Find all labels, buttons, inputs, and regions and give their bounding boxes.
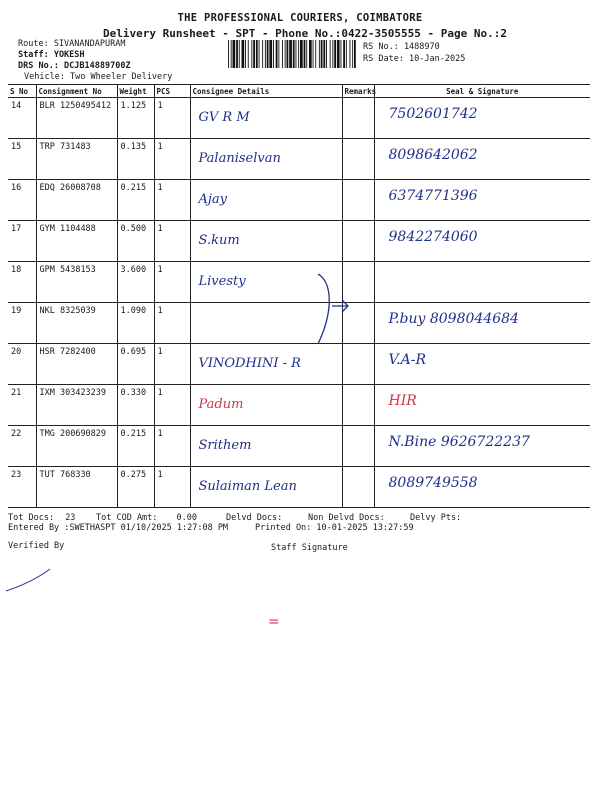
sno-cell: 22	[8, 426, 36, 467]
drs-label: DRS No.: DCJB14889700Z	[18, 61, 131, 71]
weight-cell: 0.135	[117, 139, 154, 180]
handwritten-signature: 6374771396	[388, 188, 478, 204]
consignment-cell: GPM 5438153	[36, 262, 117, 303]
barcode-bar	[337, 40, 340, 68]
table-row	[8, 385, 590, 426]
barcode-bar	[334, 40, 336, 68]
barcode-bar	[265, 40, 266, 68]
table-row	[8, 426, 590, 467]
total-docs: Tot Docs: 23	[8, 513, 76, 523]
handwritten-consignee: Sulaiman Lean	[198, 479, 297, 494]
barcode-bar	[248, 40, 249, 68]
barcode-bar	[350, 40, 351, 68]
staff-signature-label: Staff Signature	[271, 543, 348, 553]
consignment-cell: NKL 8325039	[36, 303, 117, 344]
weight-cell: 0.215	[117, 426, 154, 467]
table-row	[8, 180, 590, 221]
pcs-cell: 1	[154, 344, 190, 385]
signature-cell	[374, 426, 590, 467]
handwritten-consignee: Padum	[198, 397, 244, 412]
handwritten-consignee: Livesty	[198, 274, 246, 289]
route-label: Route: SIVANANDAPURAM	[18, 39, 126, 49]
pcs-cell: 1	[154, 221, 190, 262]
sno-cell: 14	[8, 98, 36, 139]
consignee-cell	[190, 385, 342, 426]
barcode-bar	[313, 40, 314, 68]
barcode-bar	[287, 40, 289, 68]
rs-date: RS Date: 10-Jan-2025	[363, 54, 466, 64]
consignee-cell	[190, 98, 342, 139]
barcode-bar	[231, 40, 232, 68]
barcode-bar	[245, 40, 246, 68]
barcode-bar	[278, 40, 279, 68]
runsheet-table	[8, 84, 590, 508]
barcode-bar	[315, 40, 316, 68]
barcode-bar	[306, 40, 307, 68]
col-consignee: Consignee Details	[190, 85, 342, 98]
barcode-bar	[253, 40, 255, 68]
barcode-bar	[300, 40, 303, 68]
barcode-bar	[309, 40, 312, 68]
barcode-bar	[319, 40, 320, 68]
table-row	[8, 221, 590, 262]
consignment-cell: HSR 7282400	[36, 344, 117, 385]
col-weight: Weight	[117, 85, 154, 98]
table-header-row	[8, 85, 590, 98]
barcode-bar	[256, 40, 258, 68]
handwritten-signature: 8089749558	[388, 475, 478, 491]
sno-cell: 23	[8, 467, 36, 508]
staff-label: Staff: YOKESH	[18, 50, 85, 60]
signature-cell	[374, 98, 590, 139]
entered-by: Entered By :SWETHASPT 01/10/2025 1:27:08 PM	[8, 523, 229, 533]
remarks-cell	[342, 385, 374, 426]
barcode-bar	[262, 40, 263, 68]
sno-cell: 17	[8, 221, 36, 262]
verified-by: Verified By	[8, 541, 65, 551]
barcode-bar	[233, 40, 236, 68]
table-row	[8, 139, 590, 180]
barcode-bar	[330, 40, 331, 68]
pen-stroke-mark	[4, 565, 54, 595]
barcode-bar	[304, 40, 306, 68]
weight-cell: 0.215	[117, 180, 154, 221]
pcs-cell: 1	[154, 385, 190, 426]
col-pcs: PCS	[154, 85, 190, 98]
barcode-bar	[267, 40, 269, 68]
barcode-bar	[298, 40, 299, 68]
pcs-cell: 1	[154, 139, 190, 180]
handwritten-consignee: Palaniselvan	[198, 151, 281, 166]
weight-cell: 0.275	[117, 467, 154, 508]
signature-cell	[374, 303, 590, 344]
consignee-cell	[190, 180, 342, 221]
barcode-bar	[251, 40, 252, 68]
barcode-bar	[326, 40, 327, 68]
bracket-mark	[312, 270, 352, 350]
delivered-docs: Delvd Docs:	[226, 513, 283, 523]
handwritten-consignee: S.kum	[198, 233, 240, 248]
handwritten-signature: 7502601742	[388, 106, 478, 122]
weight-cell: 1.090	[117, 303, 154, 344]
consignee-cell	[190, 139, 342, 180]
col-remarks: Remarks	[342, 85, 374, 98]
barcode-bar	[332, 40, 333, 68]
sno-cell: 20	[8, 344, 36, 385]
remarks-cell	[342, 139, 374, 180]
col-sno: S No	[8, 85, 36, 98]
weight-cell: 0.500	[117, 221, 154, 262]
remarks-cell	[342, 180, 374, 221]
runsheet-title: Delivery Runsheet - SPT - Phone No.:0422-3505555 - Page No.:2	[103, 27, 507, 40]
total-cod: Tot COD Amt: 0.00	[96, 513, 198, 523]
sno-cell: 16	[8, 180, 36, 221]
sno-cell: 19	[8, 303, 36, 344]
vehicle-label: Vehicle: Two Wheeler Delivery	[24, 72, 173, 82]
handwritten-signature: N.Bine 9626722237	[388, 434, 530, 450]
barcode-bar	[239, 40, 240, 68]
consignment-cell: TRP 731483	[36, 139, 117, 180]
barcode	[228, 40, 356, 68]
pcs-cell: 1	[154, 426, 190, 467]
handwritten-consignee: Ajay	[198, 192, 228, 207]
consignment-cell: BLR 1250495412	[36, 98, 117, 139]
handwritten-signature: V.A-R	[388, 352, 426, 368]
weight-cell: 3.600	[117, 262, 154, 303]
weight-cell: 1.125	[117, 98, 154, 139]
signature-cell	[374, 385, 590, 426]
handwritten-signature: 9842274060	[388, 229, 478, 245]
barcode-bar	[273, 40, 274, 68]
signature-cell	[374, 344, 590, 385]
col-signature: Seal & Signature	[374, 85, 590, 98]
barcode-bar	[346, 40, 347, 68]
handwritten-signature: P.buy 8098044684	[388, 311, 519, 327]
barcode-bar	[293, 40, 295, 68]
pcs-cell: 1	[154, 262, 190, 303]
consignment-cell: TMG 200690829	[36, 426, 117, 467]
barcode-bar	[352, 40, 353, 68]
signature-cell	[374, 262, 590, 303]
consignment-cell: TUT 768330	[36, 467, 117, 508]
consignee-cell	[190, 426, 342, 467]
barcode-bar	[276, 40, 278, 68]
handwritten-signature: HIR	[388, 393, 417, 409]
barcode-bar	[354, 40, 356, 68]
table-row	[8, 262, 590, 303]
pcs-cell: 1	[154, 98, 190, 139]
sno-cell: 18	[8, 262, 36, 303]
handwritten-consignee: VINODHINI - R	[198, 356, 301, 371]
consignment-cell: IXM 303423239	[36, 385, 117, 426]
handwritten-consignee: GV R M	[198, 110, 250, 125]
sno-cell: 21	[8, 385, 36, 426]
printed-on: Printed On: 10-01-2025 13:27:59	[255, 523, 414, 533]
consignment-cell: GYM 1104488	[36, 221, 117, 262]
sno-cell: 15	[8, 139, 36, 180]
table-row	[8, 344, 590, 385]
barcode-bar	[289, 40, 292, 68]
pcs-cell: 1	[154, 303, 190, 344]
barcode-bar	[296, 40, 297, 68]
non-delivered-docs: Non Delvd Docs:	[308, 513, 385, 523]
consignment-cell: EDQ 26008708	[36, 180, 117, 221]
weight-cell: 0.330	[117, 385, 154, 426]
stray-red-mark: =	[268, 614, 280, 630]
consignee-cell	[190, 221, 342, 262]
table-row	[8, 98, 590, 139]
col-consignment: Consignment No	[36, 85, 117, 98]
barcode-bar	[285, 40, 286, 68]
barcode-bar	[321, 40, 323, 68]
barcode-bar	[242, 40, 245, 68]
barcode-bar	[269, 40, 272, 68]
barcode-bar	[341, 40, 342, 68]
remarks-cell	[342, 467, 374, 508]
delivery-points: Delvy Pts:	[410, 513, 462, 523]
handwritten-consignee: Srithem	[198, 438, 252, 453]
weight-cell: 0.695	[117, 344, 154, 385]
signature-cell	[374, 139, 590, 180]
rs-number: RS No.: 1488970	[363, 42, 440, 52]
signature-cell	[374, 467, 590, 508]
company-title: THE PROFESSIONAL COURIERS, COIMBATORE	[177, 12, 423, 24]
remarks-cell	[342, 426, 374, 467]
pcs-cell: 1	[154, 467, 190, 508]
pcs-cell: 1	[154, 180, 190, 221]
table-row	[8, 303, 590, 344]
barcode-bar	[282, 40, 283, 68]
barcode-bar	[236, 40, 238, 68]
table-row	[8, 467, 590, 508]
signature-cell	[374, 180, 590, 221]
remarks-cell	[342, 221, 374, 262]
barcode-bar	[228, 40, 229, 68]
barcode-bar	[259, 40, 260, 68]
handwritten-signature: 8098642062	[388, 147, 478, 163]
remarks-cell	[342, 98, 374, 139]
signature-cell	[374, 221, 590, 262]
consignee-cell	[190, 467, 342, 508]
barcode-bar	[323, 40, 325, 68]
barcode-bar	[343, 40, 345, 68]
